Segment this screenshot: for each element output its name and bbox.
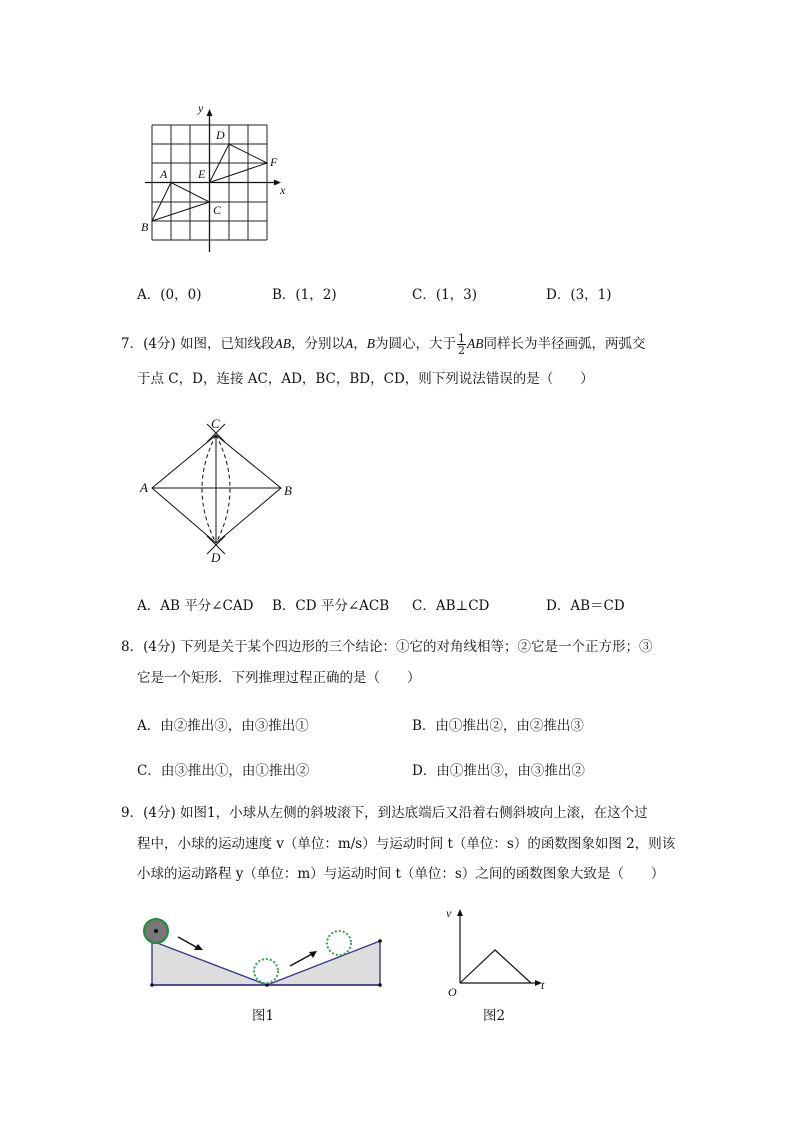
q6-point-e-label: E — [198, 167, 206, 181]
q6-point-c-label: C — [213, 203, 222, 217]
q7-point-c-label: C — [211, 416, 220, 431]
q9-figure-2-vt-graph — [440, 900, 555, 1000]
q8-option-d[interactable]: D．由①推出③，由③推出② — [412, 763, 585, 779]
q7-fraction-num: 1 — [458, 332, 466, 345]
q7-text-post: 同样长为半径画弧，两弧交 — [483, 336, 646, 352]
q9-stem-line-2: 程中，小球的运动速度 v（单位：m/s）与运动时间 t（单位：s）的函数图象如图 2，则该 — [137, 836, 676, 852]
q7-a: A — [345, 336, 354, 351]
q7-stem-line-2: 于点 C，D，连接 AC，AD，BC，BD，CD，则下列说法错误的是（ ） — [137, 371, 594, 387]
q7-b: B — [366, 336, 376, 351]
q9-figure-2-caption: 图2 — [483, 1008, 506, 1024]
q6-point-a-label: A — [160, 167, 168, 181]
q7-text-mid: ，分别以 — [291, 336, 346, 352]
q6-option-c[interactable]: C．(1，3) — [412, 287, 478, 303]
q7-option-c[interactable]: C．AB⊥CD — [412, 598, 490, 614]
q7-fraction-den: 2 — [458, 344, 466, 357]
q7-option-b[interactable]: B．CD 平分∠ACB — [272, 598, 390, 614]
q7-option-d[interactable]: D．AB＝CD — [546, 598, 625, 614]
q9-fig2-origin-label: O — [448, 985, 457, 999]
q7-text-comma: ， — [353, 336, 367, 352]
q9-figure-1-caption: 图1 — [252, 1008, 275, 1024]
q6-point-b-label: B — [141, 220, 149, 234]
q9-fig2-t-label: t — [541, 978, 545, 992]
q6-point-f-label: F — [270, 155, 278, 169]
q8-stem-line-2: 它是一个矩形．下列推理过程正确的是（ ） — [137, 670, 421, 686]
q9-stem-line-3: 小球的运动路程 y（单位：m）与运动时间 t（单位：s）之间的函数图象大致是（ ） — [137, 866, 665, 882]
q8-option-b[interactable]: B．由①推出②，由②推出③ — [412, 718, 584, 734]
q9-figure-1-slopes — [135, 905, 395, 1000]
q6-option-d[interactable]: D．(3，1) — [546, 287, 612, 303]
q7-point-b-label: B — [284, 483, 292, 498]
q7-rhombus-figure — [135, 410, 305, 570]
q7-text-pre: 7．(4分) 如图，已知线段 — [121, 336, 275, 352]
q8-option-a[interactable]: A．由②推出③，由③推出① — [137, 718, 309, 734]
q7-fraction — [457, 333, 466, 356]
q6-option-a[interactable]: A．(0，0) — [137, 287, 202, 303]
q9-fig2-v-label: v — [446, 906, 452, 920]
q6-y-axis-label: y — [198, 101, 204, 115]
q7-option-a[interactable]: A．AB 平分∠CAD — [137, 598, 254, 614]
q7-text-mid2: 为圆心，大于 — [375, 336, 457, 352]
q7-stem-line-1 — [121, 333, 646, 356]
q7-ab: AB — [274, 336, 292, 351]
q6-point-d-label: D — [216, 128, 225, 142]
q6-x-axis-label: x — [280, 183, 286, 197]
q7-point-d-label: D — [211, 550, 221, 565]
q6-option-b[interactable]: B．(1，2) — [272, 287, 337, 303]
q6-coordinate-grid-figure — [135, 100, 295, 260]
q9-stem-line-1: 9．(4分) 如图1，小球从左侧的斜坡滚下，到达底端后又沿着右侧斜坡向上滚，在这个过 — [121, 805, 648, 821]
q7-ab2: AB — [467, 336, 484, 351]
q8-option-c[interactable]: C．由③推出①，由①推出② — [137, 763, 310, 779]
q7-point-a-label: A — [140, 480, 148, 495]
q8-stem-line-1: 8．(4分) 下列是关于某个四边形的三个结论：①它的对角线相等；②它是一个正方形；③ — [121, 639, 653, 655]
